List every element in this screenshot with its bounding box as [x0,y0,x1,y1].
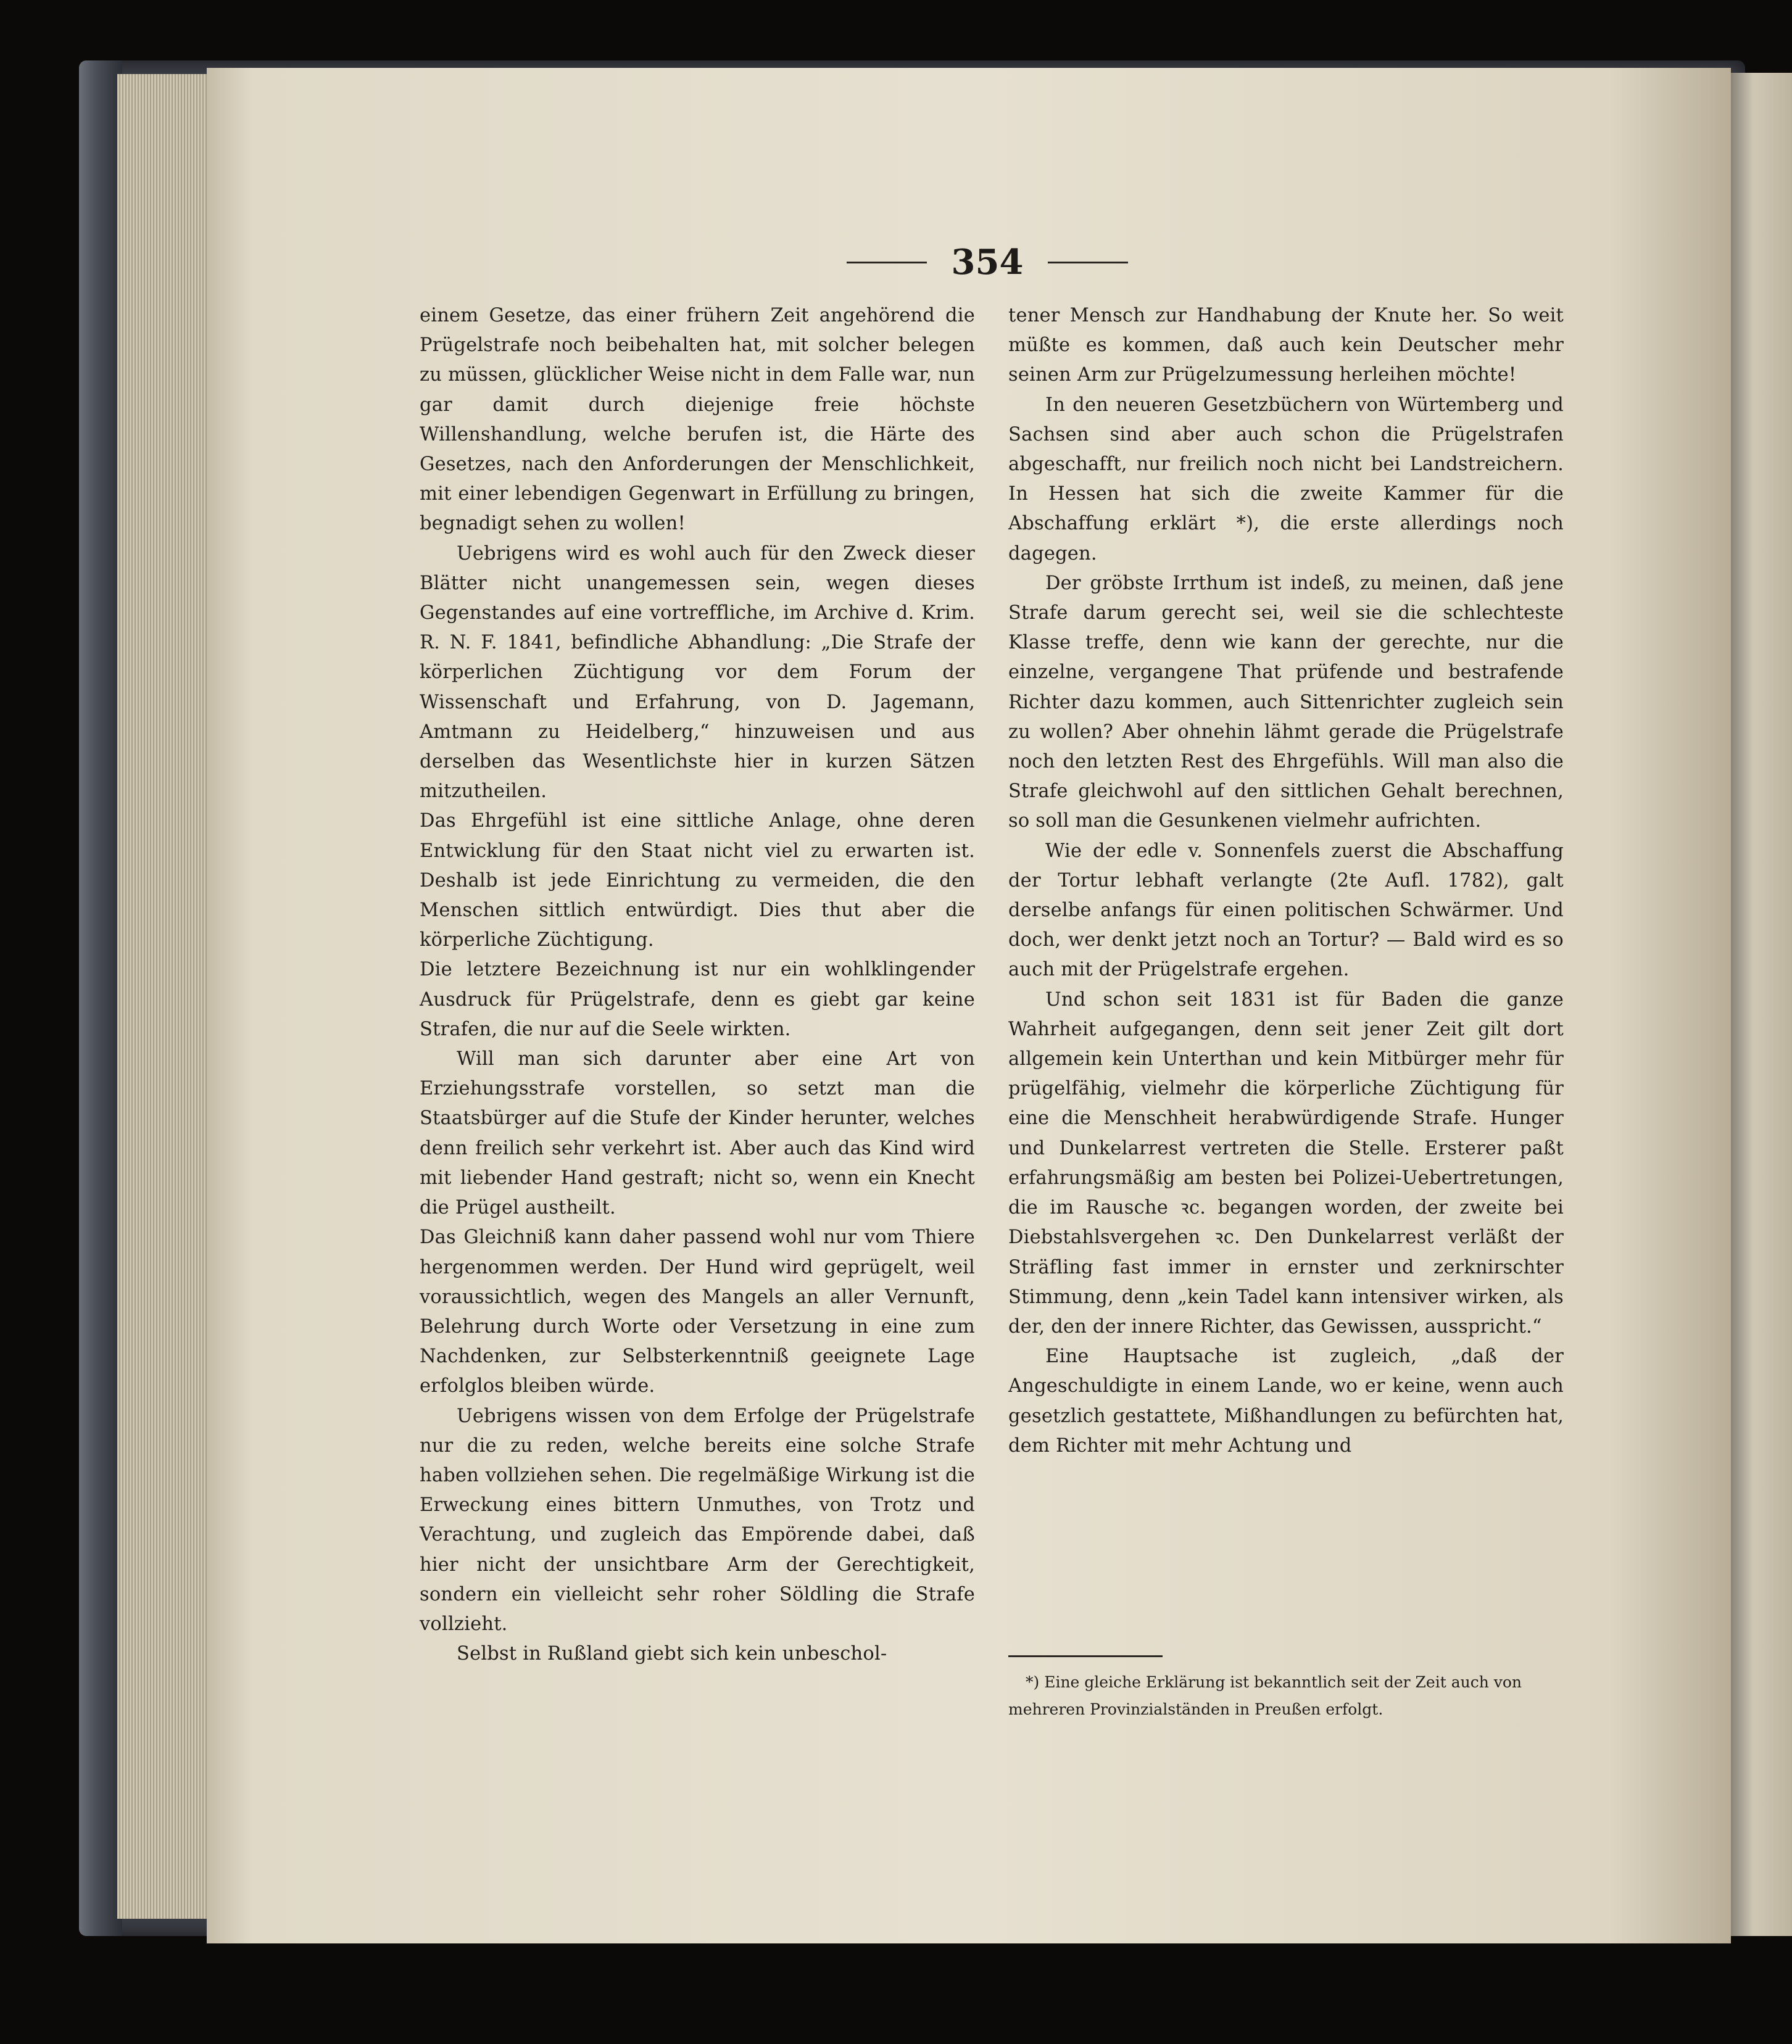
header-rule-right [1048,262,1128,263]
page-header [821,234,1154,290]
paragraph: einem Gesetze, das einer frühern Zeit angehörend die Prügelstrafe noch beibehalten hat, mit solcher belegen zu müssen, glücklicher Weise nicht in dem Falle war, nun gar damit durch diejenige freie höchste Willenshandlung, welche berufen ist, die Härte des Gesetzes, nach den Anforderungen der Menschlichkeit, mit einer lebendigen Gegenwart in Erfüllung zu bringen, begnadigt sehen zu wollen! [420,305,975,535]
paragraph: In den neueren Gesetzbüchern von Würtemberg und Sachsen sind aber auch schon die Prügelstrafen abgeschafft, nur freilich noch nicht bei Landstreichern. In Hessen hat sich die zweite Kammer für die Abschaffung erklärt *), die erste allerdings noch dagegen. [1008,394,1564,565]
footnote [1008,1669,1564,1723]
facing-page-edge [1728,73,1792,1936]
left-column [420,301,975,1669]
book-spine-edge [79,60,122,1936]
footnote-rule [1008,1655,1163,1657]
paragraph: Der gröbste Irrthum ist indeß, zu meinen, daß jene Strafe darum gerecht sei, weil sie die schlechteste Klasse treffe, denn wie kann der gerechte, nur die einzelne, vergangene That prüfende und bestrafende Richter dazu kommen, auch Sittenrichter zugleich sein zu wollen? Aber ohnehin lähmt gerade die Prügelstrafe noch den letzten Rest des Ehrgefühls. Will man also die Strafe gleichwohl auf den sittlichen Gehalt berechnen, so soll man die Gesunkenen vielmehr aufrichten. [1008,572,1564,832]
header-rule-left [847,262,927,263]
paragraph: Das Ehrgefühl ist eine sittliche Anlage, ohne deren Entwicklung für den Staat nicht viel zu erwarten ist. Deshalb ist jede Einrichtung zu vermeiden, die den Menschen sittlich entwürdigt. Dies thut aber die körperliche Züchtigung. [420,810,975,951]
footnote-text: *) Eine gleiche Erklärung ist bekanntlich seit der Zeit auch von mehreren Provinzialständen in Preußen erfolgt. [1008,1673,1522,1718]
paragraph: tener Mensch zur Handhabung der Knute her. So weit müßte es kommen, daß auch kein Deutscher mehr seinen Arm zur Prügelzumessung herleihen möchte! [1008,305,1564,386]
paragraph: Die letztere Bezeichnung ist nur ein wohlklingender Ausdruck für Prügelstrafe, denn es giebt gar keine Strafen, die nur auf die Seele wirkten. [420,959,975,1040]
paragraph: Das Gleichniß kann daher passend wohl nur vom Thiere hergenommen werden. Der Hund wird geprügelt, weil voraussichtlich, wegen des Mangels an aller Vernunft, Belehrung durch Worte oder Versetzung in eine zum Nachdenken, zur Selbsterkenntniß geeignete Lage erfolglos bleiben würde. [420,1227,975,1397]
paragraph: Will man sich darunter aber eine Art von Erziehungsstrafe vorstellen, so setzt man die Staatsbürger auf die Stufe der Kinder herunter, welches denn freilich sehr verkehrt ist. Aber auch das Kind wird mit liebender Hand gestraft; nicht so, wenn ein Knecht die Prügel austheilt. [420,1048,975,1219]
right-column [1008,301,1564,1461]
paragraph: Wie der edle v. Sonnenfels zuerst die Abschaffung der Tortur lebhaft verlangte (2te Aufl. 1782), galt derselbe anfangs für einen politischen Schwärmer. Und doch, wer denkt jetzt noch an Tortur? — Bald wird es so auch mit der Prügelstrafe ergehen. [1008,840,1564,981]
paragraph: Uebrigens wissen von dem Erfolge der Prügelstrafe nur die zu reden, welche bereits eine solche Strafe haben vollziehen sehen. Die regelmäßige Wirkung ist die Erweckung eines bittern Unmuthes, von Trotz und Verachtung, und zugleich das Empörende dabei, daß hier nicht der unsichtbare Arm der Gerechtigkeit, sondern ein vielleicht sehr roher Söldling die Strafe vollzieht. [420,1405,975,1635]
paragraph: Selbst in Rußland giebt sich kein unbeschol- [457,1643,887,1665]
paragraph: Und schon seit 1831 ist für Baden die ganze Wahrheit aufgegangen, denn seit jener Zeit gilt dort allgemein kein Unterthan und kein Mitbürger mehr für prügelfähig, vielmehr die körperliche Züchtigung für eine die Menschheit herabwürdigende Strafe. Hunger und Dunkelarrest vertreten die Stelle. Ersterer paßt erfahrungsmäßig am besten bei Polizei-Uebertretungen, die im Rausche ꝛc. begangen worden, der zweite bei Diebstahlsvergehen ꝛc. Den Dunkelarrest verläßt der Sträfling fast immer in ernster und zerknirschter Stimmung, denn „kein Tadel kann intensiver wirken, als der, den der innere Richter, das Gewissen, ausspricht.“ [1008,988,1564,1338]
paragraph: Eine Hauptsache ist zugleich, „daß der Angeschuldigte in einem Lande, wo er keine, wenn auch gesetzlich gestattete, Mißhandlungen zu befürchten hat, dem Richter mit mehr Achtung und [1008,1346,1564,1457]
page-number: 354 [951,242,1024,283]
paragraph: Uebrigens wird es wohl auch für den Zweck dieser Blätter nicht unangemessen sein, wegen dieses Gegenstandes auf eine vortreffliche, im Archive d. Krim. R. N. F. 1841, befindliche Abhandlung: „Die Strafe der körperlichen Züchtigung vor dem Forum der Wissenschaft und Erfahrung, von D. Jagemann, Amtmann zu Heidelberg,“ hinzuweisen und aus derselben das Wesentlichste hier in kurzen Sätzen mitzutheilen. [420,542,975,803]
